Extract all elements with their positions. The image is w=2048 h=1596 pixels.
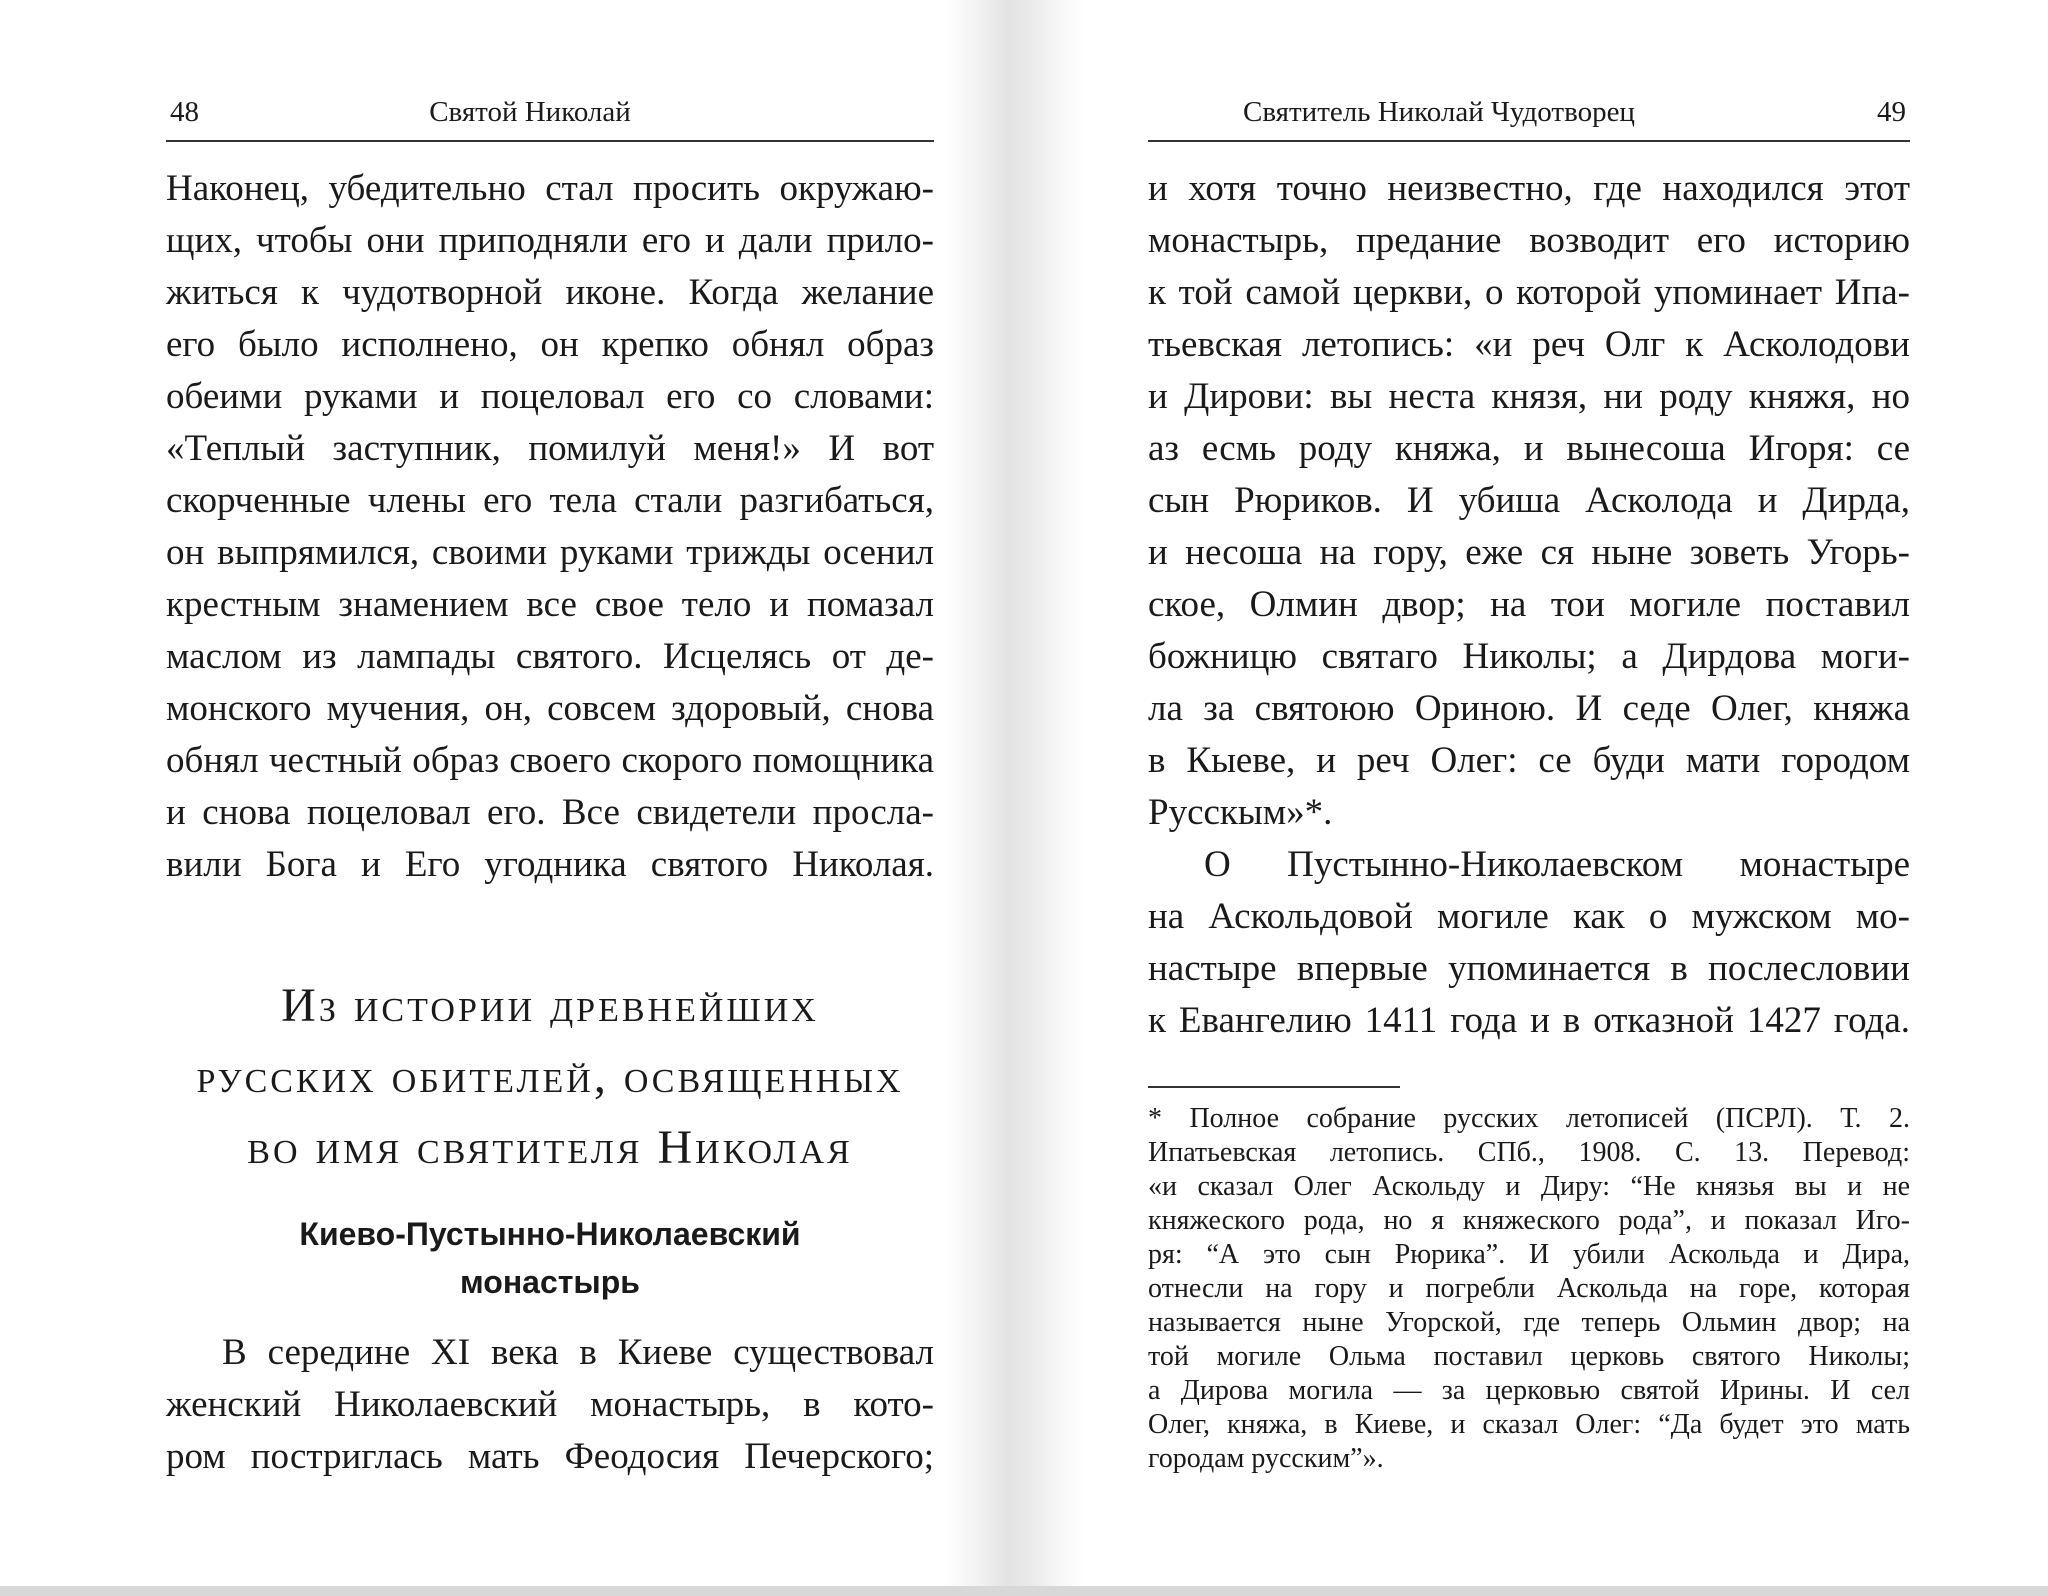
text-line: Наконец, убедительно стал просить окружаю- bbox=[166, 168, 934, 209]
left-running-head bbox=[166, 92, 934, 142]
footnote-rule bbox=[1148, 1086, 1400, 1088]
text-line: к Евангелию 1411 года и в отказной 1427 года. bbox=[1148, 1000, 1910, 1041]
section-heading-line: Из истории древнейших bbox=[281, 979, 819, 1032]
text-line: и несоша на гору, еже ся ныне зоветь Угорь- bbox=[1148, 532, 1910, 573]
text-line: и хотя точно неизвестно, где находился этот bbox=[1148, 168, 1910, 209]
text-line: ское, Олмин двор; на тои могиле поставил bbox=[1148, 584, 1910, 625]
footnote-line: «и сказал Олег Аскольду и Диру: “Не князья вы и не bbox=[1148, 1171, 1910, 1202]
text-line: монского мучения, он, совсем здоровый, снова bbox=[166, 688, 934, 729]
text-line: монастырь, предание возводит его историю bbox=[1148, 220, 1910, 261]
footnote-line: княжеского рода, но я княжеского рода”, и показал Иго- bbox=[1148, 1205, 1910, 1236]
text-line: и Дирови: вы неста князя, ни роду княжя, но bbox=[1148, 376, 1910, 417]
text-line: к той самой церкви, о которой упоминает Ипа- bbox=[1148, 272, 1910, 313]
text-line: щих, чтобы они приподняли его и дали прило- bbox=[166, 220, 934, 261]
footnote-line: той могиле Ольма поставил церковь святого Николы; bbox=[1148, 1341, 1910, 1372]
text-line: тьевская летопись: «и реч Олг к Асколодови bbox=[1148, 324, 1910, 365]
right-page bbox=[1148, 0, 1910, 1596]
subheading-line: Киево-Пустынно-Николаевский bbox=[299, 1216, 801, 1252]
text-line: вили Бога и Его угодника святого Николая. bbox=[166, 844, 934, 885]
footnote-line: Олег, княжа, в Киеве, и сказал Олег: “Да будет это мать bbox=[1148, 1409, 1910, 1440]
footnote-line: * Полное собрание русских летописей (ПСРЛ). Т. 2. bbox=[1148, 1103, 1910, 1134]
footnote-line: городам русским”». bbox=[1148, 1443, 1384, 1474]
text-line: настыре впервые упоминается в послесловии bbox=[1148, 948, 1910, 989]
right-running-head bbox=[1148, 92, 1910, 142]
left-page-number: 48 bbox=[170, 96, 199, 128]
text-line: В середине XI века в Киеве существовал bbox=[222, 1332, 934, 1373]
subheading-line: монастырь bbox=[460, 1264, 640, 1300]
text-line: скорченные члены его тела стали разгибаться, bbox=[166, 480, 934, 521]
footnote-line: ря: “А это сын Рюрика”. И убили Аскольда и Дира, bbox=[1148, 1239, 1910, 1270]
footnote-line: а Дирова могила — за церковью святой Ирины. И сел bbox=[1148, 1375, 1910, 1406]
footnote-line: Ипатьевская летопись. СПб., 1908. С. 13. Перевод: bbox=[1148, 1137, 1910, 1168]
text-line: обеими руками и поцеловал его со словами: bbox=[166, 376, 934, 417]
text-line: сын Рюриков. И убиша Асколода и Дирда, bbox=[1148, 480, 1910, 521]
text-line: маслом из лампады святого. Исцелясь от де- bbox=[166, 636, 934, 677]
section-heading-line: русских обителей, освященных bbox=[196, 1050, 904, 1103]
text-line: «Теплый заступник, помилуй меня!» И вот bbox=[166, 428, 934, 469]
text-line: и снова поцеловал его. Все свидетели просла- bbox=[166, 792, 934, 833]
footnote-line: называется ныне Угорской, где теперь Ольмин двор; на bbox=[1148, 1307, 1910, 1338]
text-line: он выпрямился, своими руками трижды осенил bbox=[166, 532, 934, 573]
book-gutter bbox=[945, 0, 1085, 1596]
text-line: ла за святоюю Ориною. И седе Олег, княжа bbox=[1148, 688, 1910, 729]
text-line: в Кыеве, и реч Олег: се буди мати городом bbox=[1148, 740, 1910, 781]
left-running-title: Святой Николай bbox=[429, 96, 631, 128]
text-line: аз есмь роду княжа, и вынесоша Игоря: се bbox=[1148, 428, 1910, 469]
left-page bbox=[166, 0, 934, 1596]
right-page-number: 49 bbox=[1877, 96, 1906, 128]
text-line: житься к чудотворной иконе. Когда желание bbox=[166, 272, 934, 313]
text-line: божницю святаго Николы; а Дирдова моги- bbox=[1148, 636, 1910, 677]
text-line: его было исполнено, он крепко обнял образ bbox=[166, 324, 934, 365]
text-line: обнял честный образ своего скорого помощника bbox=[166, 740, 934, 781]
text-line: женский Николаевский монастырь, в кото- bbox=[166, 1384, 934, 1425]
text-line: ром постриглась мать Феодосия Печерского; bbox=[166, 1436, 934, 1477]
footnote-line: отнесли на гору и погребли Аскольда на горе, которая bbox=[1148, 1273, 1910, 1304]
right-running-title: Святитель Николай Чудотворец bbox=[1243, 96, 1635, 128]
section-heading-line: во имя святителя Николая bbox=[247, 1121, 853, 1174]
text-line: О Пустынно-Николаевском монастыре bbox=[1204, 844, 1910, 885]
text-line: крестным знамением все свое тело и помазал bbox=[166, 584, 934, 625]
text-line: на Аскольдовой могиле как о мужском мо- bbox=[1148, 896, 1910, 937]
text-line: Русскым»*. bbox=[1148, 792, 1333, 833]
